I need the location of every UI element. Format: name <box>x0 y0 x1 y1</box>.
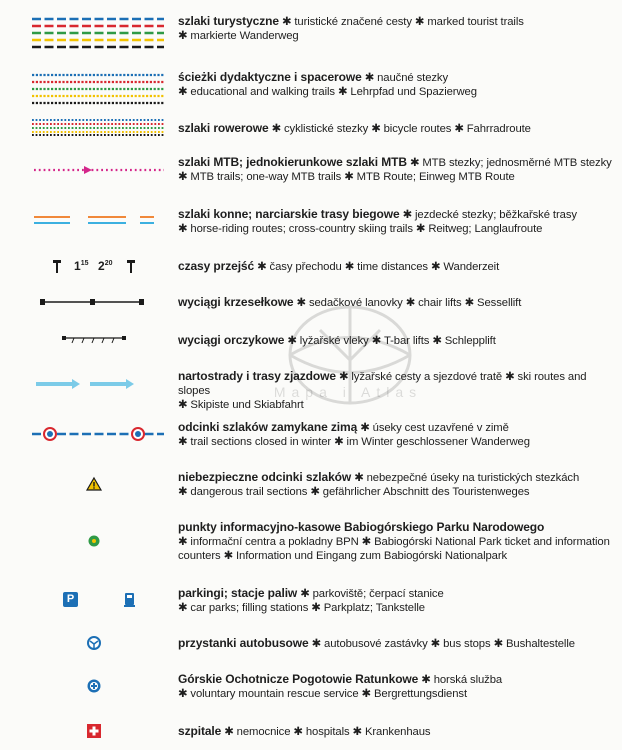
bus-stop-icon <box>14 635 164 651</box>
legend-text-rescue: Górskie Ochotnicze Pogotowie Ratunkowe ✱ horská služba ✱ voluntary mountain rescue service ✱ Bergrettungsdienst <box>178 672 503 700</box>
legend-text-didactic: ścieżki dydaktyczne i spacerowe ✱ naučné stezky ✱ educational and walking trails ✱ Lehrpfad und Spazierweg <box>178 70 477 98</box>
chairlift-symbol-icon <box>14 295 164 309</box>
legend-text-parking: parkingi; stacje paliw ✱ parkoviště; čerpací stanice ✱ car parks; filling stations ✱ Parkplatz; Tankstelle <box>178 586 444 614</box>
legend-row-danger <box>0 470 622 500</box>
legend-row-parking <box>0 586 622 616</box>
mtb-trail-symbol-icon <box>14 161 164 179</box>
legend-text-times: czasy przejść ✱ časy přechodu ✱ time distances ✱ Wanderzeit <box>178 259 500 273</box>
legend-row-ski <box>0 369 622 411</box>
legend-row-didactic <box>0 70 622 106</box>
tourist-trail-symbol-icon <box>14 16 164 50</box>
time-distance-symbol <box>14 257 164 275</box>
mountain-rescue-icon <box>14 678 164 694</box>
legend-row-horse <box>0 207 622 237</box>
warning-triangle-icon <box>14 476 164 492</box>
time-b-sup: 20 <box>104 260 113 267</box>
legend-text-tourist: szlaki turystyczne ✱ turistické značené cesty ✱ marked tourist trails ✱ markierte Wanderweg <box>178 14 524 42</box>
legend-text-bike: szlaki rowerowe ✱ cyklistické stezky ✱ bicycle routes ✱ Fahrradroute <box>178 121 531 135</box>
closed-trail-symbol-icon <box>14 424 164 444</box>
legend-text-bus: przystanki autobusowe ✱ autobusové zastávky ✱ bus stops ✱ Bushaltestelle <box>178 636 575 650</box>
signpost-icon <box>126 259 136 273</box>
time-a-sup: 15 <box>80 260 89 267</box>
horse-ski-route-symbol-icon <box>14 213 164 227</box>
time-a: 1 <box>74 259 81 273</box>
time-b: 2 <box>98 259 105 273</box>
watermark-text: Mapa i Atlas <box>273 384 423 400</box>
ski-route-symbol-icon <box>14 377 164 391</box>
legend-row-rescue <box>0 672 622 702</box>
legend-row-tourist <box>0 14 622 50</box>
signpost-icon <box>52 259 62 273</box>
legend-text-danger: niebezpieczne odcinki szlaków ✱ nebezpečné úseky na turistických stezkách ✱ dangerous trail sections ✱ gefährlicher Abschnitt des Touristenweges <box>178 470 580 498</box>
legend-row-mtb <box>0 155 622 185</box>
legend-text-closed: odcinki szlaków zamykane zimą ✱ úseky cest uzavřené v zimě ✱ trail sections closed in winter ✱ im Winter geschlossener Wanderweg <box>178 420 530 448</box>
legend-text-mtb: szlaki MTB; jednokierunkowe szlaki MTB ✱ MTB stezky; jednosměrné MTB stezky ✱ MTB trails; one-way MTB trails ✱ MTB Route; Einweg MTB Route <box>178 155 612 183</box>
legend-text-ski: nartostrady i trasy zjazdowe ✱ lyžařské cesty a sjezdové tratě ✱ ski routes and slopes ✱ Skipiste und Skiabfahrt <box>178 369 587 411</box>
legend-text-tbar: wyciągi orczykowe ✱ lyžařské vleky ✱ T-bar lifts ✱ Schlepplift <box>178 333 496 347</box>
legend-row-chairlift <box>0 293 622 313</box>
legend-text-hospital: szpitale ✱ nemocnice ✱ hospitals ✱ Krankenhaus <box>178 724 431 738</box>
legend-row-bus <box>0 634 622 654</box>
legend-row-tbar <box>0 331 622 351</box>
parking-symbols <box>14 590 164 610</box>
info-point-icon <box>14 534 164 548</box>
bike-route-symbol-icon <box>14 118 164 136</box>
hospital-icon <box>14 723 164 739</box>
legend-row-hospital <box>0 722 622 742</box>
legend-row-info <box>0 520 622 564</box>
didactic-trail-symbol-icon <box>14 72 164 106</box>
legend-row-times <box>0 257 622 277</box>
fuel-station-icon <box>123 592 137 608</box>
legend-row-closed <box>0 420 622 450</box>
legend-text-info: punkty informacyjno-kasowe Babiogórskiego Parku Narodowego ✱ informační centra a pokladny BPN ✱ Babiogórski National Park ticket and information counters ✱ Information und Eingang zum Babiogórski Nationalpark <box>178 520 610 562</box>
parking-icon: P <box>63 592 78 607</box>
legend-text-chairlift: wyciągi krzesełkowe ✱ sedačkové lanovky ✱ chair lifts ✱ Sessellift <box>178 295 522 309</box>
legend-text-horse: szlaki konne; narciarskie trasy biegowe ✱ jezdecké stezky; běžkařské trasy ✱ horse-riding routes; cross-country skiing trails ✱ Reitweg; Langlaufroute <box>178 207 577 235</box>
legend-row-bike <box>0 118 622 138</box>
tbar-lift-symbol-icon <box>14 333 164 347</box>
